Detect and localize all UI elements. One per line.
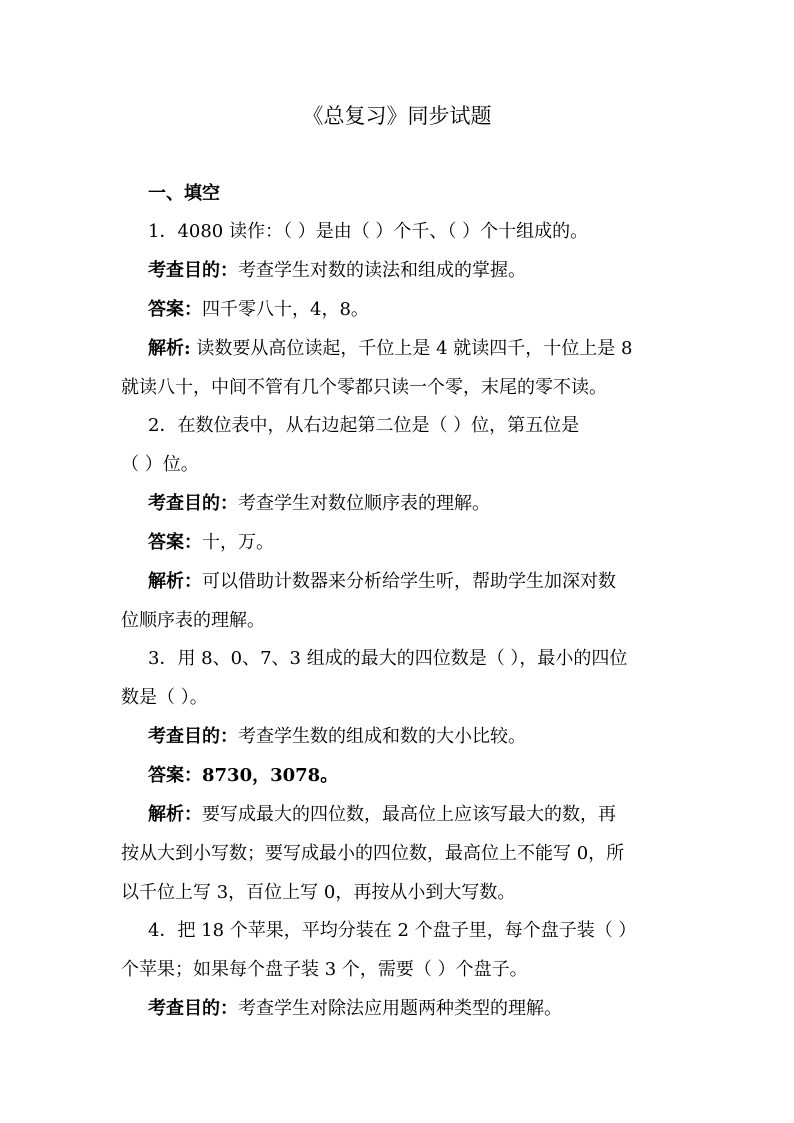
question-2-analysis bbox=[148, 567, 616, 597]
question-2-text-cont: （ ）位。 bbox=[121, 454, 199, 475]
question-1-analysis-cont: 就读八十，中间不管有几个零都只读一个零，末尾的零不读。 bbox=[121, 377, 607, 398]
analysis-text: 读数要从高位读起，千位上是 4 就读四千，十位上是 8 bbox=[190, 338, 633, 359]
question-2-analysis-cont: 位顺序表的理解。 bbox=[121, 610, 265, 631]
question-3-text: 3．用 8、0、7、3 组成的最大的四位数是（ ），最小的四位 bbox=[148, 648, 628, 669]
purpose-text: 考查学生对除法应用题两种类型的理解。 bbox=[238, 998, 562, 1019]
answer-text: 十，万。 bbox=[202, 532, 274, 553]
question-1-answer bbox=[148, 295, 369, 325]
analysis-text: 可以借助计数器来分析给学生听，帮助学生加深对数 bbox=[202, 571, 616, 592]
answer-label: 答案： bbox=[148, 299, 202, 320]
question-4-purpose bbox=[148, 994, 562, 1024]
purpose-label: 考查目的： bbox=[148, 726, 238, 747]
analysis-text: 要写成最大的四位数，最高位上应该写最大的数，再 bbox=[202, 804, 616, 825]
question-3-answer bbox=[148, 761, 338, 791]
analysis-label: 解析： bbox=[148, 804, 202, 825]
question-1-analysis bbox=[148, 334, 632, 364]
analysis-label: 解析： bbox=[148, 571, 202, 592]
question-3-analysis-cont-2: 以千位上写 3，百位上写 0，再按从小到大写数。 bbox=[121, 882, 516, 903]
question-2-answer bbox=[148, 528, 274, 558]
analysis-label: 解析: bbox=[148, 338, 191, 359]
question-4-text: 4．把 18 个苹果，平均分装在 2 个盘子里，每个盘子装（ ） bbox=[148, 920, 637, 941]
purpose-text: 考查学生对数的读法和组成的掌握。 bbox=[238, 260, 526, 281]
purpose-text: 考查学生数的组成和数的大小比较。 bbox=[238, 726, 526, 747]
answer-label: 答案： bbox=[148, 532, 202, 553]
question-3-text-cont: 数是（ ）。 bbox=[121, 687, 208, 708]
question-3-analysis-cont-1: 按从大到小写数；要写成最小的四位数，最高位上不能写 0，所 bbox=[121, 843, 625, 864]
purpose-label: 考查目的： bbox=[148, 493, 238, 514]
question-3-purpose bbox=[148, 722, 526, 752]
answer-text: 8730，3078。 bbox=[202, 765, 339, 786]
section-heading: 一、填空 bbox=[148, 183, 220, 204]
question-3-analysis bbox=[148, 800, 616, 830]
question-4-text-cont: 个苹果；如果每个盘子装 3 个，需要（ ）个盘子。 bbox=[121, 959, 528, 980]
question-2-text: 2．在数位表中，从右边起第二位是（ ）位，第五位是 bbox=[148, 415, 580, 436]
document-title: 《总复习》同步试题 bbox=[302, 104, 492, 128]
answer-label: 答案： bbox=[148, 765, 202, 786]
purpose-text: 考查学生对数位顺序表的理解。 bbox=[238, 493, 490, 514]
question-1-purpose bbox=[148, 256, 526, 286]
purpose-label: 考查目的： bbox=[148, 998, 238, 1019]
question-2-purpose bbox=[148, 489, 490, 519]
question-1-text: 1．4080 读作：（ ）是由（ ）个千、（ ）个十组成的。 bbox=[148, 221, 589, 242]
answer-text: 四千零八十，4，8。 bbox=[202, 299, 369, 320]
purpose-label: 考查目的： bbox=[148, 260, 238, 281]
